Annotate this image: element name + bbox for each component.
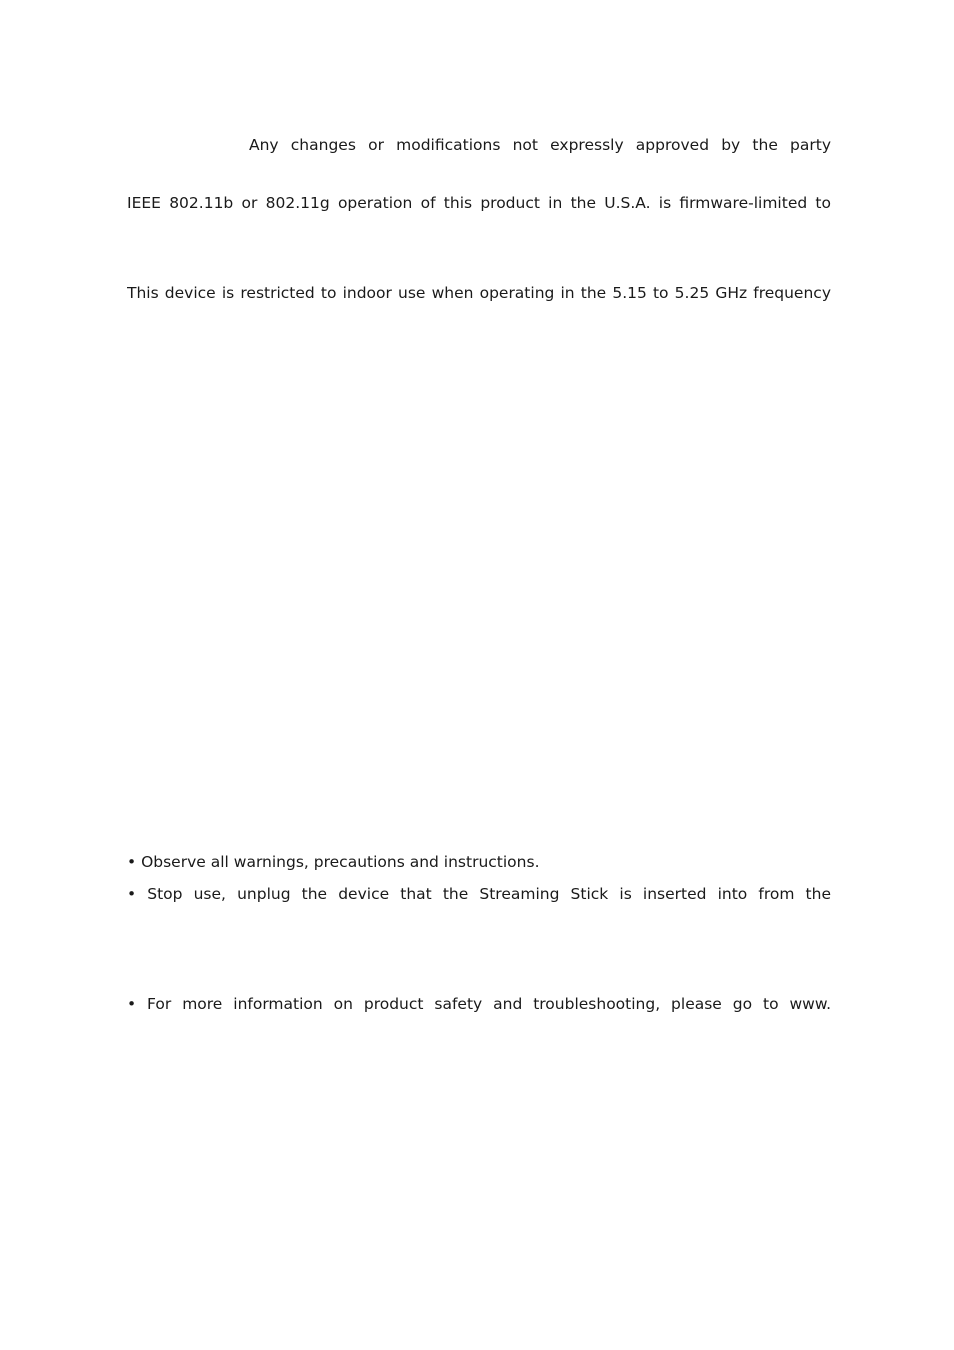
bullet-warnings: • Observe all warnings, precautions and instructions. bbox=[127, 853, 540, 871]
ieee-firmware-line: IEEE 802.11b or 802.11g operation of this product in the U.S.A. is firmware-limited to bbox=[127, 194, 831, 212]
bullet-stop-use: • Stop use, unplug the device that the Streaming Stick is inserted into from the bbox=[127, 885, 831, 903]
fcc-modifications-line: Any changes or modifications not expressly approved by the party bbox=[249, 136, 831, 154]
indoor-use-line: This device is restricted to indoor use when operating in the 5.15 to 5.25 GHz frequency bbox=[127, 284, 831, 302]
bullet-more-information: • For more information on product safety and troubleshooting, please go to www. bbox=[127, 995, 831, 1013]
